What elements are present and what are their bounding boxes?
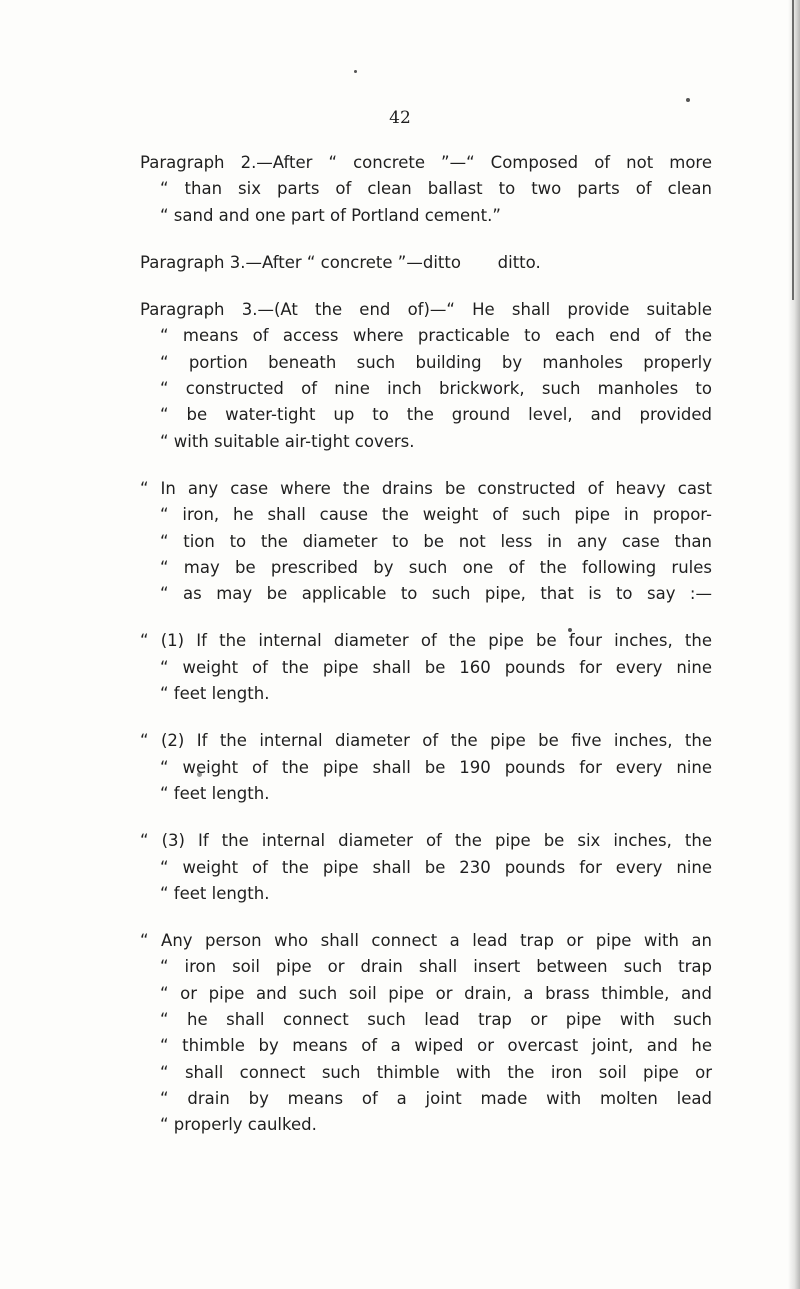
paragraph (140, 928, 712, 1138)
page-edge-line (792, 0, 794, 300)
paragraph (140, 728, 712, 807)
text-line: “ Any person who shall connect a lead trap or pipe with an (140, 931, 712, 951)
text-line: “ may be prescribed by such one of the following rules (160, 557, 712, 577)
text-line: “ be water-tight up to the ground level, and provided (160, 405, 712, 425)
text-line: “ (1) If the internal diameter of the pipe be four inches, the (140, 631, 712, 651)
text-line: “ shall connect such thimble with the iron soil pipe or (160, 1062, 712, 1082)
text-line: Paragraph 2.—After “ concrete ”—“ Composed of not more (140, 153, 712, 172)
paragraph (140, 828, 712, 907)
text-line: “ weight of the pipe shall be 160 pounds for every nine (160, 657, 712, 677)
text-line: “ iron, he shall cause the weight of such pipe in propor- (160, 505, 712, 525)
paragraph (140, 250, 712, 276)
page-edge-shadow (788, 0, 800, 1289)
text-line: “ than six parts of clean ballast to two parts of clean (160, 179, 712, 199)
text-line: “ iron soil pipe or drain shall insert between such trap (160, 957, 712, 977)
text-line: Paragraph 3.—(At the end of)—“ He shall provide suitable (140, 300, 712, 320)
text-line: “ as may be applicable to such pipe, that is to say :— (160, 584, 712, 604)
text-line: “ (3) If the internal diameter of the pipe be six inches, the (140, 831, 712, 851)
text-line: “ weight of the pipe shall be 190 pounds for every nine (160, 757, 712, 777)
text-line: “ drain by means of a joint made with molten lead (160, 1088, 712, 1108)
text-line: Paragraph 3.—After “ concrete ”—ditto ditto. (140, 252, 541, 272)
text-line: “ tion to the diameter to be not less in any case than (160, 531, 712, 551)
text-line: “ (2) If the internal diameter of the pipe be five inches, the (140, 731, 712, 751)
speck-mark (686, 98, 690, 102)
text-line: “ with suitable air-tight covers. (160, 431, 415, 451)
speck-mark (354, 70, 357, 73)
text-line: “ weight of the pipe shall be 230 pounds for every nine (160, 857, 712, 877)
paragraph (140, 297, 712, 455)
page-number: 42 (389, 108, 411, 128)
text-line: “ portion beneath such building by manholes properly (160, 352, 712, 372)
paragraph (140, 628, 712, 707)
text-line: “ means of access where practicable to each end of the (160, 326, 712, 346)
text-line: “ or pipe and such soil pipe or drain, a brass thimble, and (160, 983, 712, 1003)
text-line: “ feet length. (160, 883, 270, 903)
text-line: “ feet length. (160, 684, 270, 704)
page-text (140, 150, 712, 1160)
text-line: “ he shall connect such lead trap or pipe with such (160, 1010, 712, 1030)
text-line: “ feet length. (160, 783, 270, 803)
text-line: “ In any case where the drains be constructed of heavy cast (140, 478, 712, 498)
paragraph (140, 476, 712, 607)
text-line: “ constructed of nine inch brickwork, such manholes to (160, 379, 712, 399)
text-line: “ properly caulked. (160, 1115, 317, 1135)
paragraph (140, 150, 712, 229)
text-line: “ sand and one part of Portland cement.” (160, 205, 501, 225)
text-line: “ thimble by means of a wiped or overcast joint, and he (160, 1036, 712, 1056)
